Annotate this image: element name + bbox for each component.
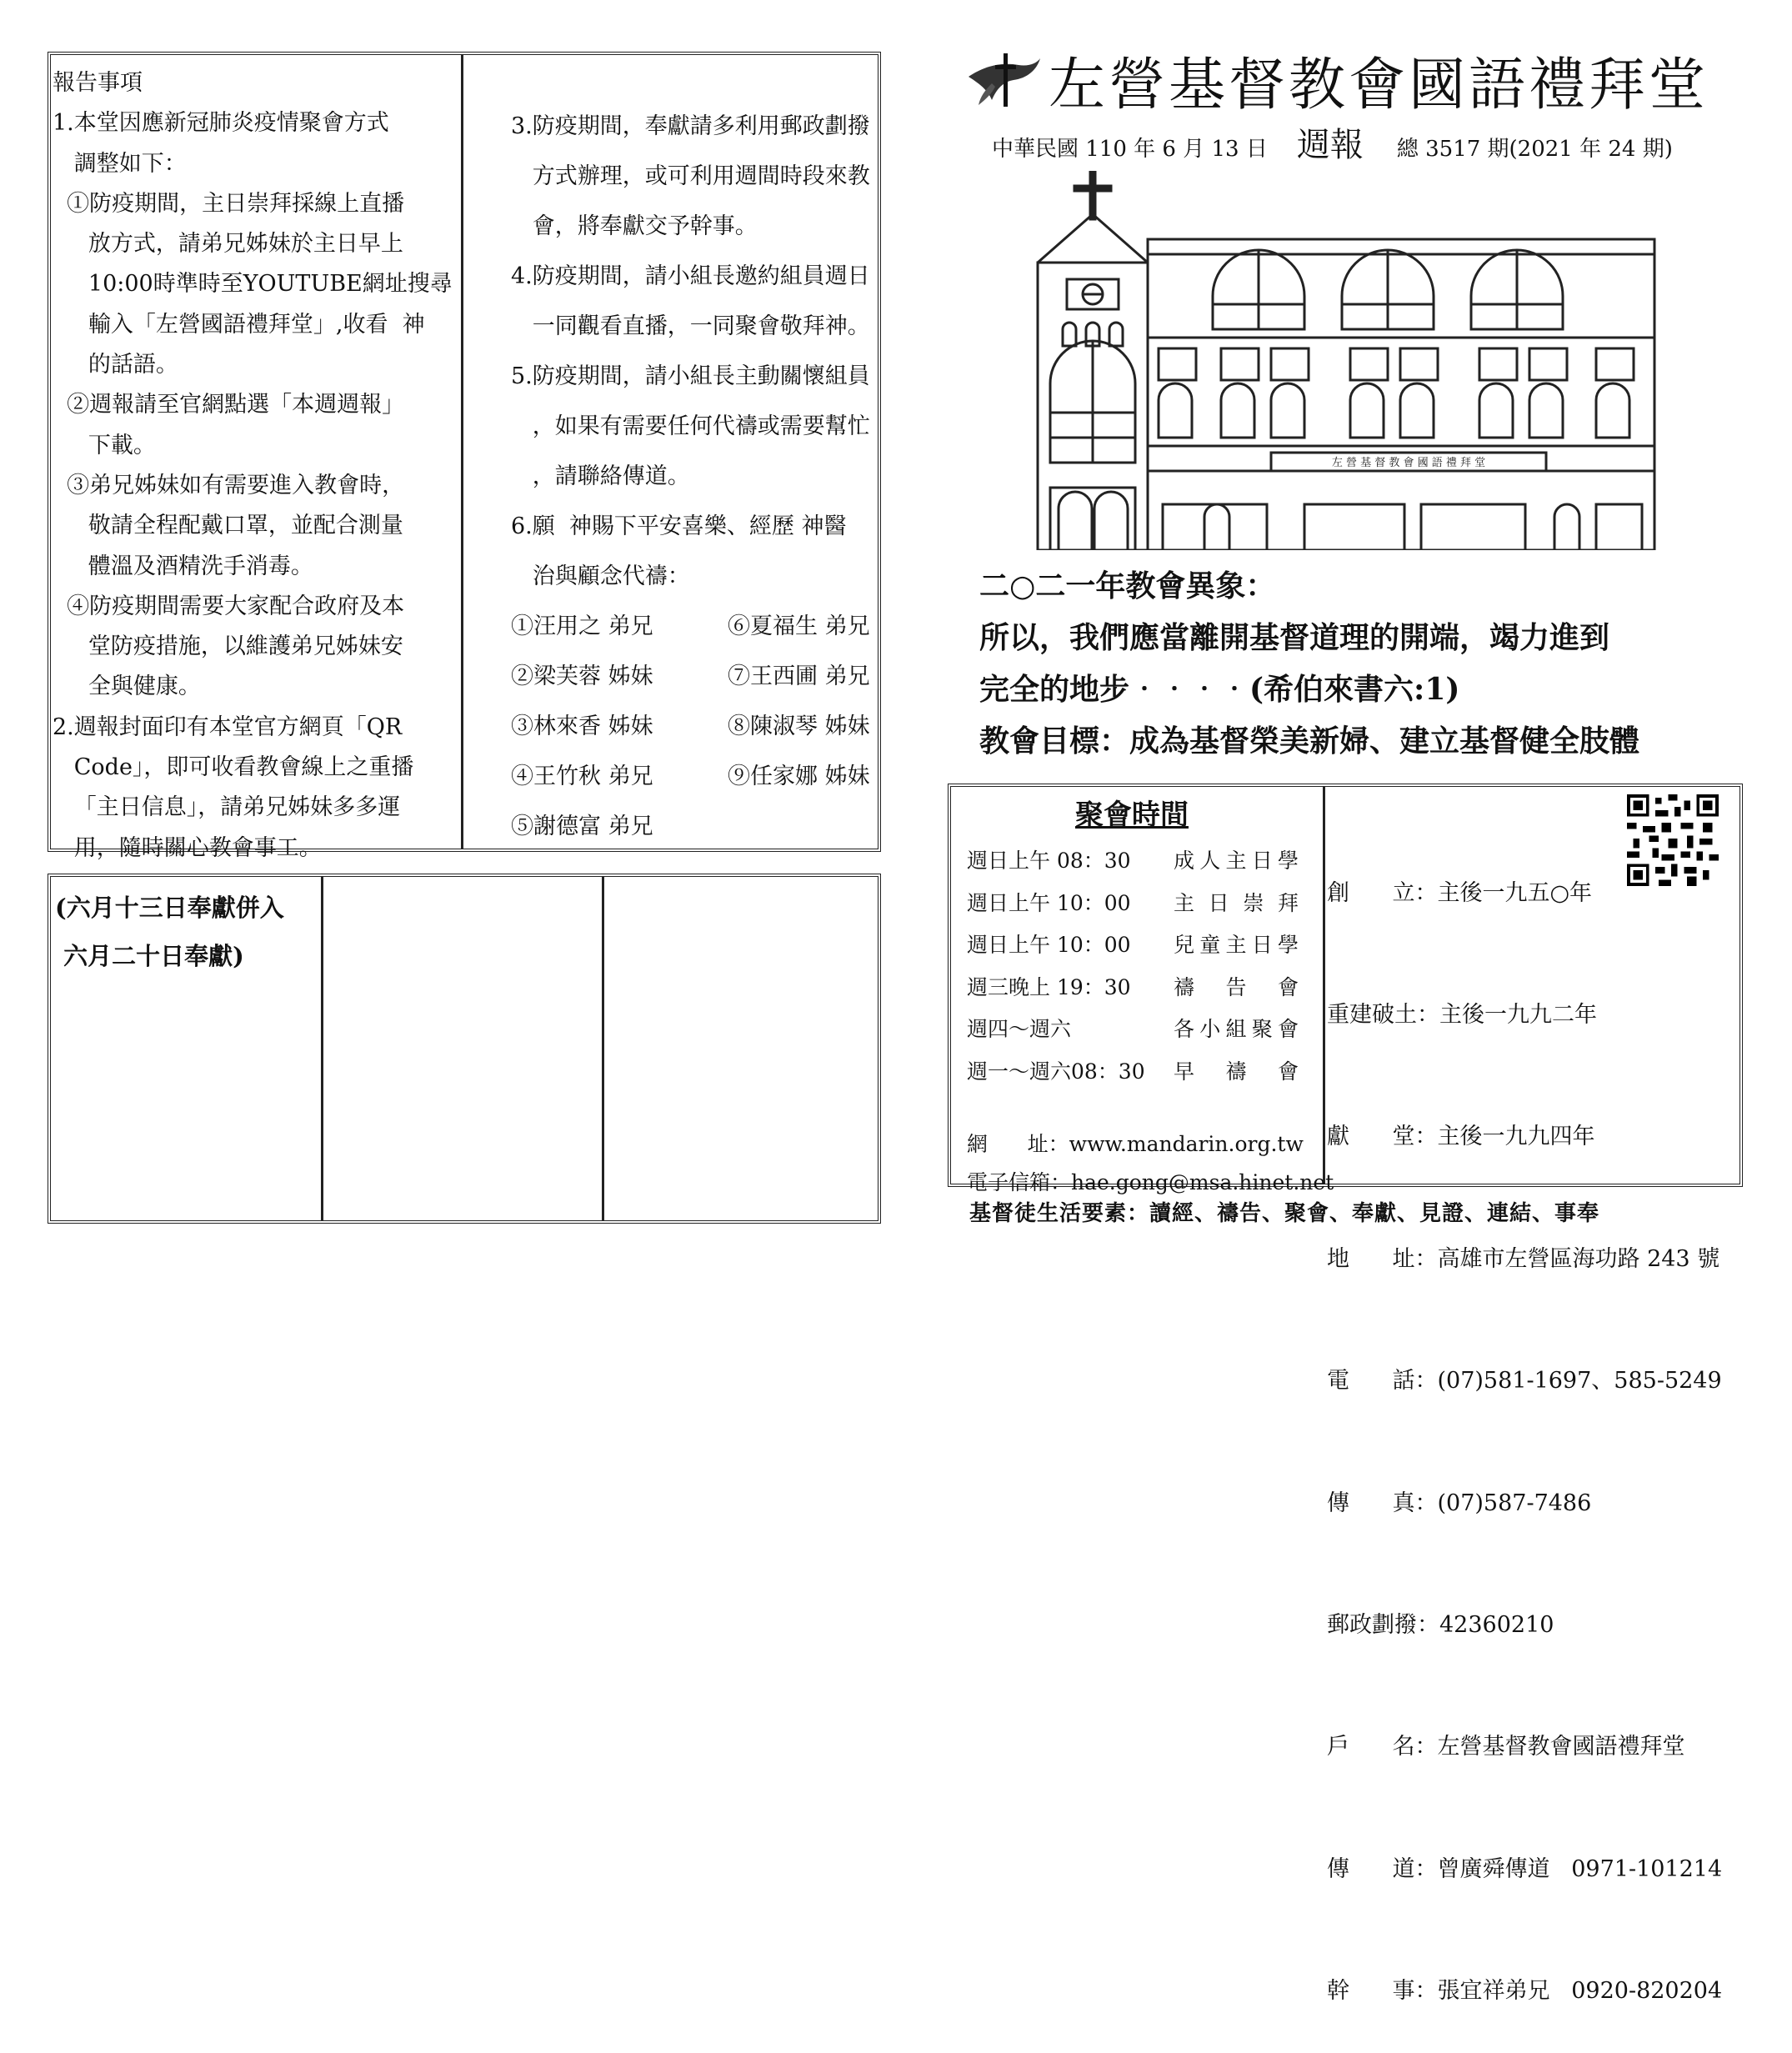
prayer-name: ④王竹秋 弟兄	[511, 764, 653, 789]
church-info-line: 地 址：高雄市左營區海功路 243 號	[1327, 1245, 1720, 1272]
weekly-label: 週報	[1296, 126, 1364, 164]
meeting-row	[967, 924, 1299, 967]
church-info-line: 傳 真：(07)587-7486	[1327, 1490, 1592, 1516]
email[interactable]: 電子信箱：hae.gong@msa.hinet.net	[967, 1170, 1334, 1194]
meeting-time: 週日上午 08：30	[967, 849, 1131, 873]
meeting-event: 各小組聚會	[1174, 1017, 1299, 1041]
offering-divider	[321, 877, 323, 1220]
info-divider	[1323, 787, 1325, 1184]
meeting-event: 早禱會	[1174, 1059, 1299, 1084]
church-info-line: 電 話：(07)581-1697、585-5249	[1327, 1368, 1722, 1395]
issue-date: 中華民國 110 年 6 月 13 日	[992, 137, 1268, 162]
website[interactable]: 網 址：www.mandarin.org.tw	[967, 1132, 1304, 1156]
announcement-content	[48, 52, 881, 861]
announcement-line: ②週報請至官網點選「本週週報」	[53, 392, 405, 418]
announcement-line: 調整如下：	[53, 150, 187, 177]
contact-info	[967, 1125, 1334, 1202]
meeting-time: 週四～週六	[967, 1017, 1072, 1041]
offering-title-line: (六月十三日奉獻併入	[55, 894, 284, 922]
announcement-line: ④防疫期間需要大家配合政府及本	[53, 593, 405, 619]
church-info-line: 郵政劃撥：42360210	[1327, 1611, 1554, 1638]
issue-row	[992, 118, 1673, 166]
church-info-line: 創 立：主後一九五○年	[1327, 879, 1593, 906]
meeting-time: 週日上午 10：00	[967, 890, 1131, 915]
meeting-event: 成人主日學	[1174, 849, 1299, 873]
church-info-line: 重建破土：主後一九九二年	[1327, 1001, 1597, 1028]
announcement-line: 全與健康。	[53, 673, 201, 700]
announcement-right-column	[511, 102, 928, 852]
meeting-row	[967, 1051, 1299, 1094]
announcement-line: 方式辦理，或可利用週間時段來教	[511, 163, 870, 189]
prayer-name: ⑤謝德富 弟兄	[511, 814, 653, 839]
church-building-illustration	[1021, 171, 1663, 550]
meeting-time: 週日上午 10：00	[967, 933, 1131, 957]
announcement-line: 2.週報封面印有本堂官方網頁「QR	[53, 714, 403, 740]
announcement-line: 體溫及酒精洗手消毒。	[53, 553, 313, 579]
announcement-line: ③弟兄姊妹如有需要進入教會時，	[53, 472, 405, 498]
announcement-line: 5.防疫期間，請小組長主動關懷組員	[511, 363, 870, 389]
announcement-line: 10:00時準時至YOUTUBE網址搜尋	[53, 271, 453, 298]
announcement-line: 3.防疫期間，奉獻請多利用郵政劃撥	[511, 113, 870, 139]
prayer-name: ⑥夏福生 弟兄	[728, 613, 870, 639]
announcement-line: 1.本堂因應新冠肺炎疫情聚會方式	[53, 110, 389, 137]
church-title: 左營基督教會國語禮拜堂	[1049, 53, 1709, 118]
prayer-name: ⑦王西圃 弟兄	[728, 663, 870, 689]
announcement-line: Code」，即可收看教會線上之重播	[53, 754, 414, 781]
vision-line: 所以，我們應當離開基督道理的開端，竭力進到	[979, 620, 1610, 655]
church-info-line: 獻 堂：主後一九九四年	[1327, 1124, 1595, 1150]
meeting-list	[967, 840, 1299, 1093]
prayer-name: ①汪用之 弟兄	[511, 613, 653, 639]
meeting-event: 禱告會	[1174, 974, 1299, 999]
announcement-line: 會，將奉獻交予幹事。	[511, 213, 758, 239]
announcement-line: ①防疫期間，主日崇拜採線上直播	[53, 190, 405, 217]
announcement-line: 一同觀看直播，一同聚會敬拜神。	[511, 313, 870, 339]
prayer-name: ②梁芙蓉 姊妹	[511, 663, 653, 689]
announcement-line: 堂防疫措施，以維護弟兄姊妹安	[53, 633, 403, 660]
offering-title-line: 六月二十日奉獻)	[55, 942, 244, 970]
prayer-name-list	[511, 602, 928, 852]
meeting-time: 週一～週六08：30	[967, 1059, 1145, 1084]
church-info-list	[1327, 792, 1722, 2053]
prayer-name: ⑧陳淑琴 姊妹	[728, 714, 870, 739]
announcement-line: 下載。	[53, 432, 156, 458]
announcement-line: 治與顧念代禱：	[511, 563, 690, 589]
announcement-line: 用，隨時關心教會事工。	[53, 834, 322, 861]
prayer-name: ③林來香 姊妹	[511, 714, 653, 739]
announcement-line: 「主日信息」，請弟兄姊妹多多運	[53, 794, 401, 821]
meeting-times-title: 聚會時間	[1075, 799, 1189, 832]
meeting-time: 週三晚上 19：30	[967, 974, 1131, 999]
vision-line: 完全的地步‧‧‧‧(希伯來書六:1)	[979, 672, 1460, 707]
announcement-line: 輸入「左營國語禮拜堂」,收看 神	[53, 311, 425, 338]
announcement-line: 敬請全程配戴口罩，並配合測量	[53, 513, 403, 539]
issue-number: 總 3517 期(2021 年 24 期)	[1396, 137, 1673, 162]
offering-divider	[602, 877, 604, 1220]
prayer-name: ⑨任家娜 姊妹	[728, 764, 870, 789]
church-goal: 教會目標：成為基督榮美新婦、建立基督健全肢體	[979, 724, 1640, 759]
offering-title	[55, 884, 284, 980]
meeting-row	[967, 883, 1299, 925]
dove-cross-logo-icon	[967, 50, 1042, 110]
vision-section	[979, 560, 1639, 767]
announcement-line: 放方式，請弟兄姊妹於主日早上	[53, 231, 403, 258]
footer-essentials: 基督徒生活要素：讀經、禱告、聚會、奉獻、見證、連結、事奉	[969, 1201, 1600, 1226]
announcement-line: ，請聯絡傳道。	[511, 463, 690, 489]
announcement-line: 4.防疫期間，請小組長邀約組員週日	[511, 263, 870, 289]
announcement-line: ，如果有需要任何代禱或需要幫忙	[511, 413, 870, 439]
church-info-line: 傳 道：曾廣舜傳道 0971-101214	[1327, 1855, 1723, 1882]
meeting-row	[967, 967, 1299, 1009]
prayer-name	[728, 802, 911, 852]
announcement-line: 6.願 神賜下平安喜樂、經歷 神醫	[511, 513, 847, 539]
church-info-line: 戶 名：左營基督教會國語禮拜堂	[1327, 1734, 1685, 1760]
meeting-row	[967, 840, 1299, 883]
vision-heading: 二○二一年教會異象：	[979, 568, 1276, 603]
announcement-left-column	[53, 63, 503, 869]
church-info-line: 幹 事：張宜祥弟兄 0920-820204	[1327, 1978, 1723, 2005]
meeting-event: 主日崇拜	[1174, 890, 1299, 915]
announcement-line: 報告事項	[53, 70, 143, 96]
announcement-line: 的話語。	[53, 352, 178, 378]
meeting-row	[967, 1009, 1299, 1051]
meeting-event: 兒童主日學	[1174, 933, 1299, 957]
building-sign: 左 營 基 督 教 會 國 語 禮 拜 堂	[1331, 457, 1486, 469]
qr-code-icon[interactable]	[1627, 794, 1719, 886]
